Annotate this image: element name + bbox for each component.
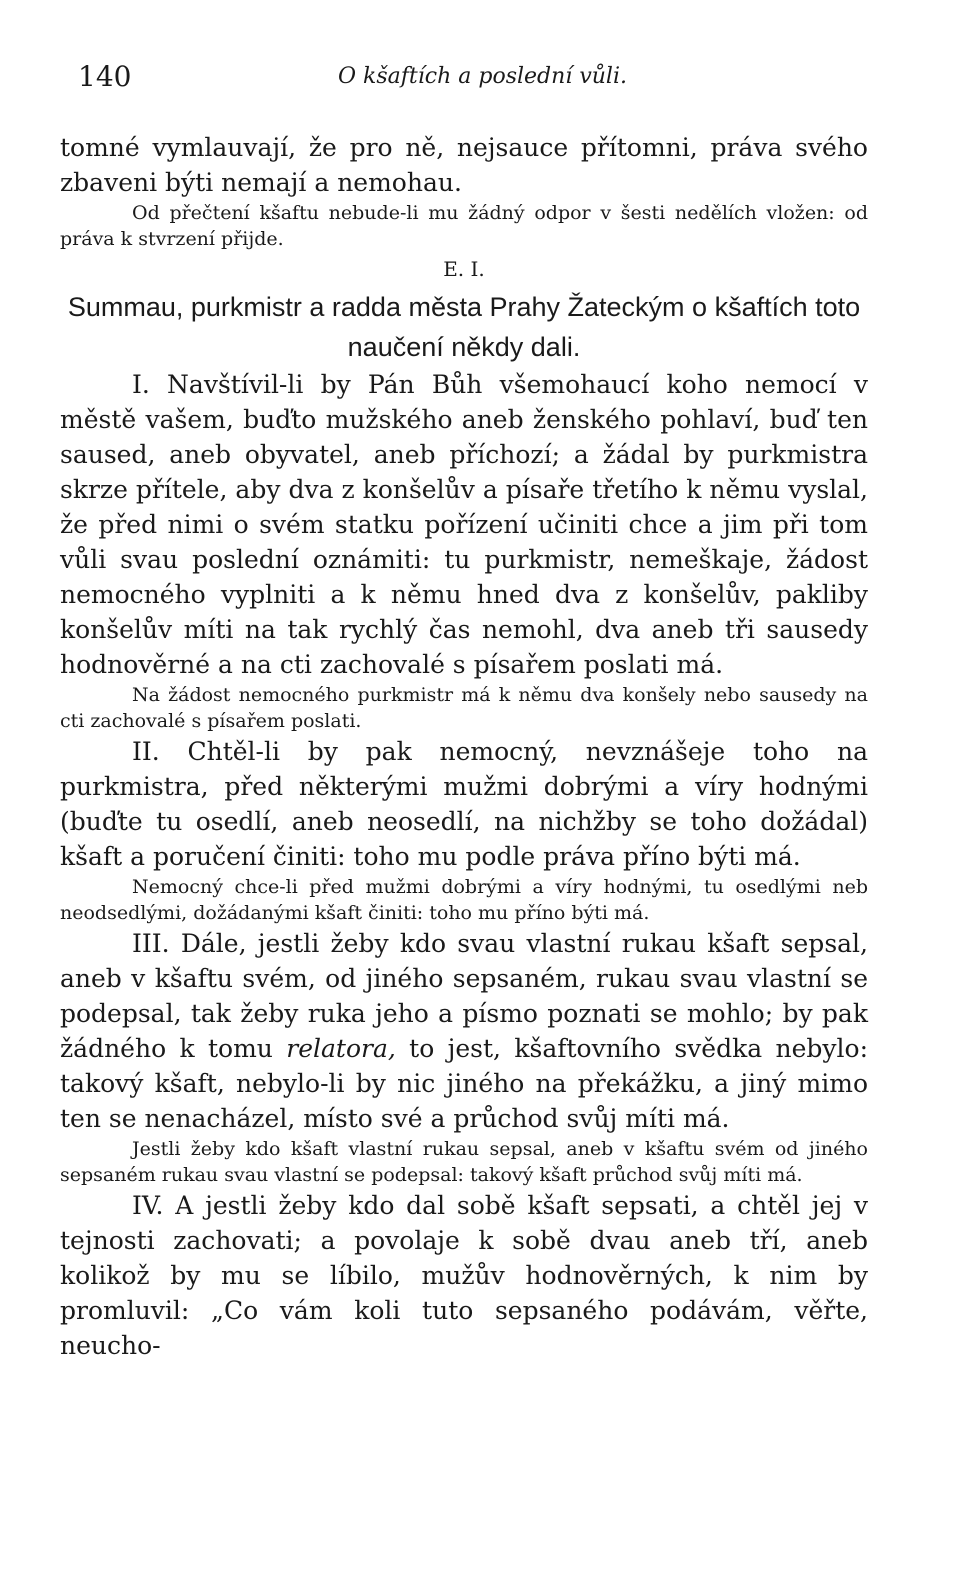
article-text-italic: relatora, bbox=[286, 1034, 396, 1063]
intro-paragraph: tomné vymlauvají, že pro ně, nejsauce přítomni, práva svého zbaveni býti nemají a nemohau. bbox=[60, 133, 868, 197]
article-text: Navštívil-li by Pán Bůh všemohaucí koho nemocí v městě vašem, buďto mužského aneb ženského pohlaví, buď ten saused, aneb obyvatel, aneb příchozí; a žádal by purkmistra skrze přítele, aby dva z konšelův a písaře třetího k němu vyslal, že před nimi o svém statku pořízení učiniti chce a jim při tom vůli svau poslední oznámiti: tu purkmistr, nemeškaje, žádost nemocného vyplniti a k němu hned dva z konšelův, pakliby konšelův míti na tak rychlý čas nemohl, dva aneb tři sausedy hodnověrné a na cti zachovalé s písařem poslati má. bbox=[60, 370, 868, 679]
article-number: IV. bbox=[132, 1191, 176, 1220]
article-3 bbox=[60, 926, 868, 1136]
article-2-summary: Nemocný chce-li před mužmi dobrými a víry hodnými, tu osedlými neb neodsedlými, dožádanými kšaft činiti: toho mu příno býti má. bbox=[60, 876, 868, 924]
running-title: O kšaftích a poslední vůli. bbox=[338, 64, 627, 89]
section-heading-line-2: naučení někdy dali. bbox=[347, 332, 581, 362]
page-number: 140 bbox=[78, 60, 132, 93]
article-3-summary: Jestli žeby kdo kšaft vlastní rukau sepsal, aneb v kšaftu svém od jiného sepsaném rukau svau vlastní se podepsal: takový kšaft průchod svůj míti má. bbox=[60, 1138, 868, 1186]
section-mark: E. I. bbox=[443, 257, 485, 281]
section-heading-line-1: Summau, purkmistr a radda města Prahy Žateckým o kšaftích toto bbox=[67, 292, 861, 322]
intro-summary: Od přečtení kšaftu nebude-li mu žádný odpor v šesti nedělích vložen: od práva k stvrzení přijde. bbox=[60, 202, 868, 250]
article-1-summary: Na žádost nemocného purkmistr má k němu dva konšely nebo sausedy na cti zachovalé s písařem poslati. bbox=[60, 684, 868, 732]
section-heading bbox=[60, 287, 868, 367]
running-head bbox=[78, 60, 868, 100]
article-1 bbox=[60, 367, 868, 682]
article-number: II. bbox=[132, 737, 188, 766]
article-text: A jestli žeby kdo dal sobě kšaft sepsati, a chtěl jej v tejnosti zachovati; a povolaje k sobě dvau aneb tří, aneb kolikož by mu se líbilo, mužův hodnověrných, k nim by promluvil: „Co vám koli tuto sepsaného podávám, věřte, neucho- bbox=[60, 1191, 869, 1360]
article-text: Chtěl-li by pak nemocný, nevznášeje toho na purkmistra, před některými mužmi dobrými a víry hodnými (buďte tu osedlí, aneb neosedlí, na nichžby se toho dožádal) kšaft a poručení činiti: toho mu podle práva příno býti má. bbox=[60, 737, 868, 871]
body-text bbox=[60, 130, 868, 1363]
article-number: III. bbox=[132, 929, 181, 958]
article-4 bbox=[60, 1188, 868, 1363]
article-text-part-2: to jest, kšaftovního svědka nebylo: takový kšaft, nebylo-li by nic jiného na překážku, a jiný mimo ten se nenacházel, místo své a průchod svůj míti má. bbox=[60, 1034, 868, 1133]
article-2 bbox=[60, 734, 868, 874]
article-text-part-1: Dále, jestli žeby kdo svau vlastní rukau kšaft sepsal, aneb v kšaftu svém, od jiného sepsaném, rukau svau vlastní se podepsal, tak žeby ruka jeho a písmo poznati se mohlo; by pak žádného k tomu bbox=[60, 929, 868, 1063]
article-number: I. bbox=[132, 370, 168, 399]
